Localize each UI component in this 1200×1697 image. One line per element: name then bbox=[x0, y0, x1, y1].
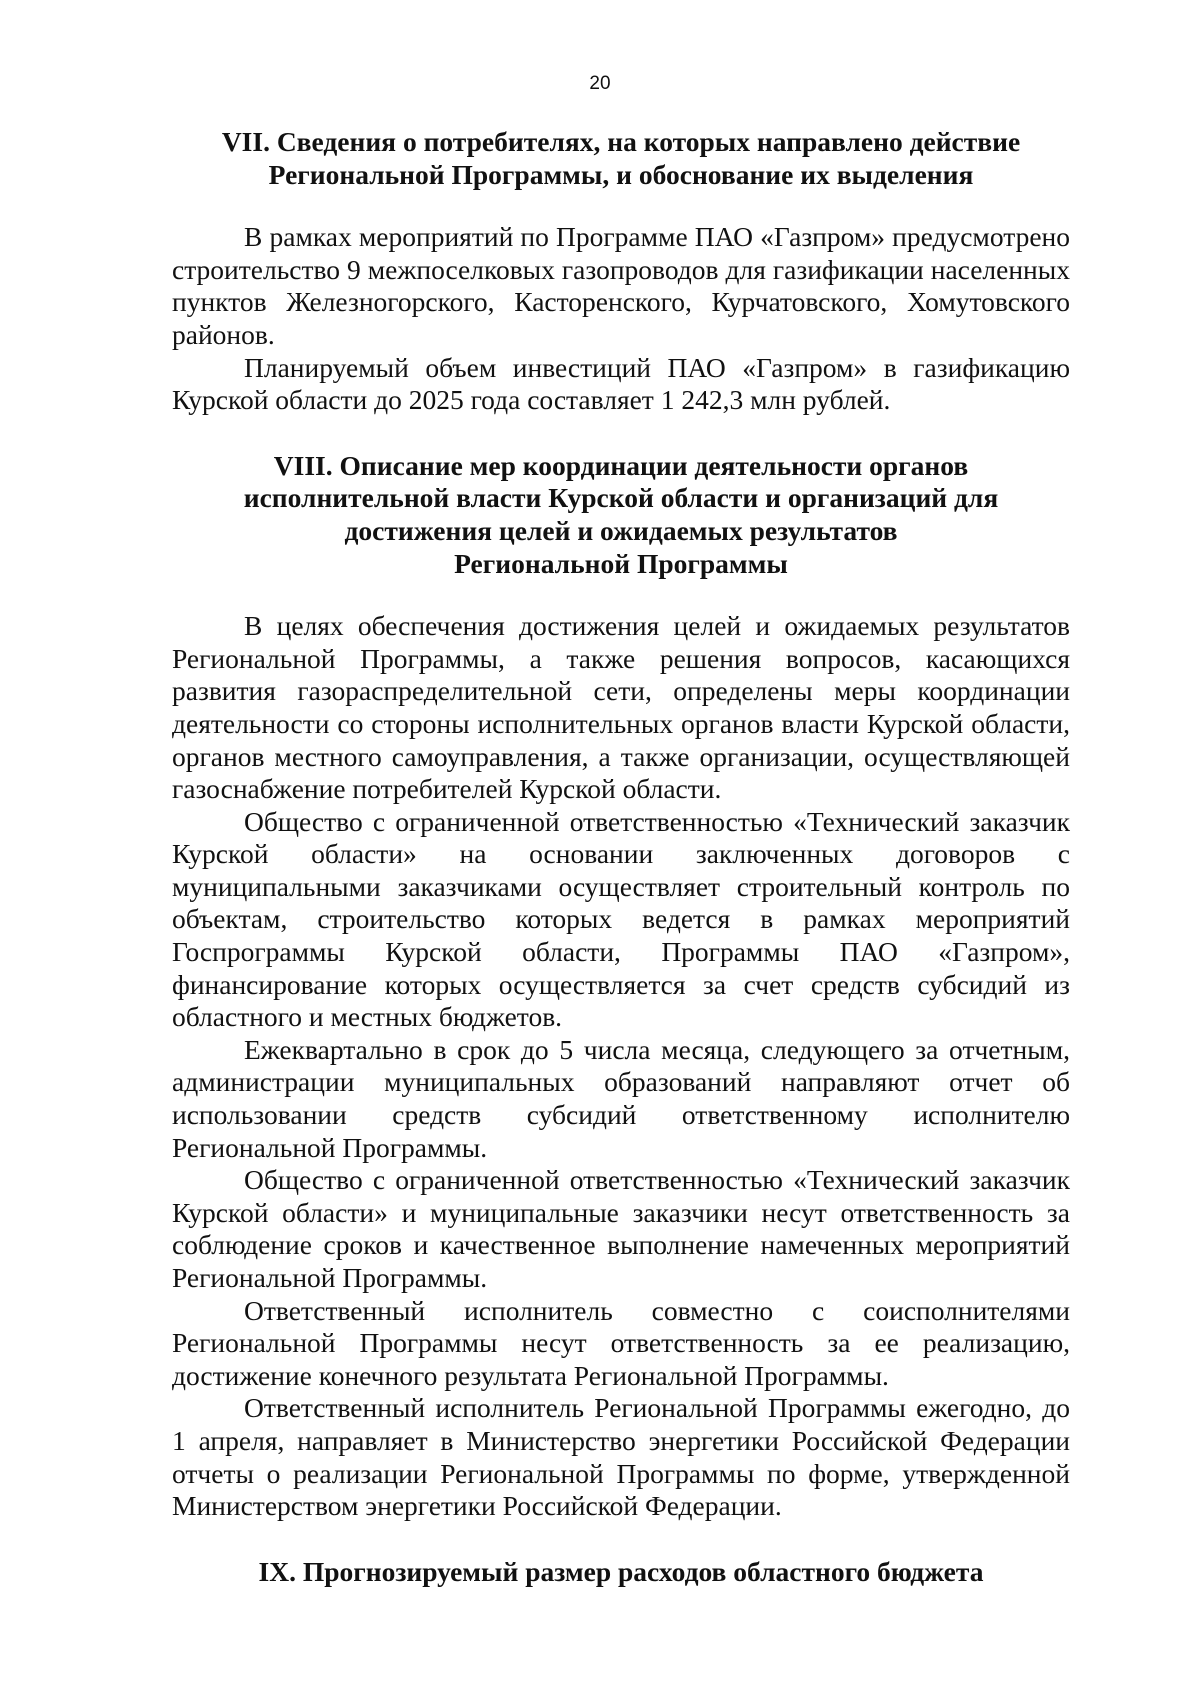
paragraph: Ответственный исполнитель совместно с соисполнителями Региональной Программы несут ответственность за ее реализацию, достижение конечного результата Региональной Программы. bbox=[172, 1294, 1070, 1391]
page-number: 20 bbox=[589, 73, 611, 94]
paragraph: В целях обеспечения достижения целей и ожидаемых результатов Региональной Программы, а также решения вопросов, касающихся развития газораспределительной сети, определены меры координации деятельности со стороны исполнительных органов власти Курской области, органов местного самоуправления, а также организации, осуществляющей газоснабжение потребителей Курской области. bbox=[172, 610, 1070, 805]
paragraph: Ежеквартально в срок до 5 числа месяца, следующего за отчетным, администрации муниципальных образований направляют отчет об использовании средств субсидий ответственному исполнителю Региональной Программы. bbox=[172, 1033, 1070, 1163]
heading-line: IX. Прогнозируемый размер расходов областного бюджета bbox=[258, 1555, 984, 1587]
section-heading-viii bbox=[172, 450, 1070, 580]
section-body-viii bbox=[172, 610, 1070, 1523]
section-heading-ix bbox=[172, 1556, 1070, 1589]
heading-line: VII. Сведения о потребителях, на которых направлено действие bbox=[221, 126, 1021, 157]
heading-line: Региональной Программы, и обоснование их выделения bbox=[268, 158, 974, 190]
paragraph: Планируемый объем инвестиций ПАО «Газпром» в газификацию Курской области до 2025 года составляет 1 242,3 млн рублей. bbox=[172, 351, 1070, 416]
heading-line: VIII. Описание мер координации деятельности органов bbox=[273, 449, 969, 481]
paragraph: Ответственный исполнитель Региональной Программы ежегодно, до 1 апреля, направляет в Министерство энергетики Российской Федерации отчеты о реализации Региональной Программы по форме, утвержденной Министерством энергетики Российской Федерации. bbox=[172, 1392, 1070, 1522]
paragraph: Общество с ограниченной ответственностью «Технический заказчик Курской области» и муниципальные заказчики несут ответственность за соблюдение сроков и качественное выполнение намеченных мероприятий Региональной Программы. bbox=[172, 1164, 1070, 1293]
paragraph: В рамках мероприятий по Программе ПАО «Газпром» предусмотрено строительство 9 межпоселковых газопроводов для газификации населенных пунктов Железногорского, Касторенского, Курчатовского, Хомутовского районов. bbox=[172, 221, 1070, 350]
page-content bbox=[172, 126, 1070, 1588]
section-body-vii bbox=[172, 221, 1070, 417]
section-heading-vii bbox=[172, 126, 1070, 191]
paragraph: Общество с ограниченной ответственностью «Технический заказчик Курской области» на основании заключенных договоров с муниципальными заказчиками осуществляет строительный контроль по объектам, строительство которых ведется в рамках мероприятий Госпрограммы Курской области, Программы ПАО «Газпром», финансирование которых осуществляется за счет средств субсидий из областного и местных бюджетов. bbox=[172, 805, 1070, 1033]
heading-line: Региональной Программы bbox=[454, 547, 788, 579]
heading-line: исполнительной власти Курской области и организаций для bbox=[243, 482, 999, 514]
heading-line: достижения целей и ожидаемых результатов bbox=[344, 514, 898, 546]
